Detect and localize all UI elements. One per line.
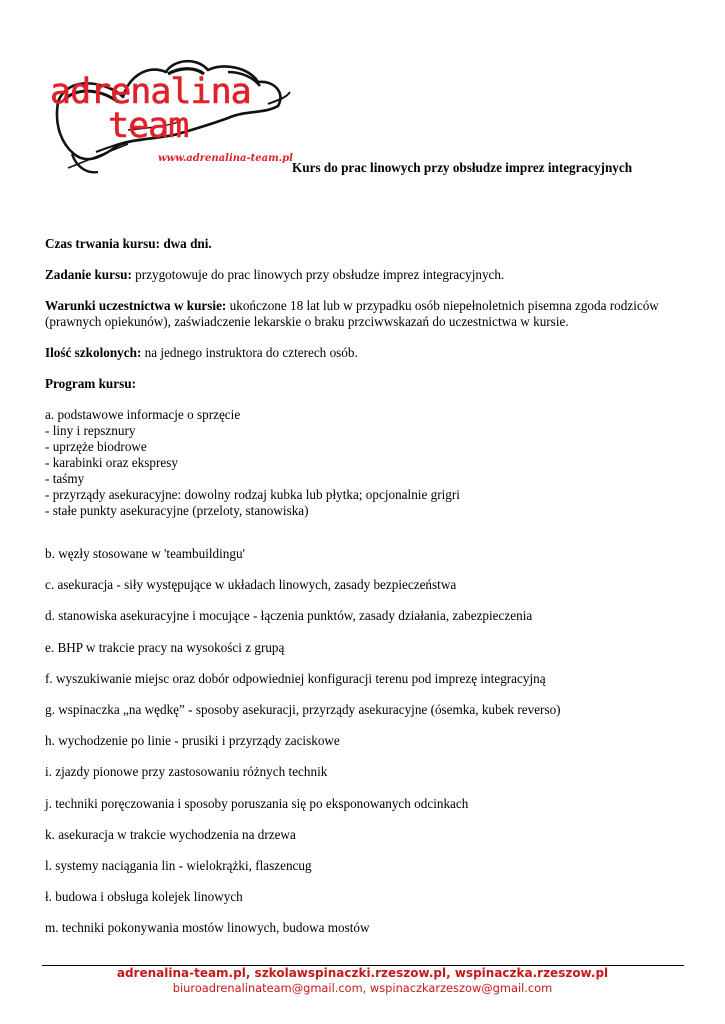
course-task xyxy=(45,267,685,283)
participation-conditions-text: ukończone 18 lat lub w przypadku osób niepełnoletnich pisemna zgoda rodziców (prawnych opiekunów), zaświadczenie lekarskie o braku przciwwskazań do uczestnictwa w kursie. xyxy=(45,298,659,329)
logo-wordmark-line1: adrenalina xyxy=(50,72,251,112)
program-item: j. techniki poręczowania i sposoby poruszania się po eksponowanych odcinkach xyxy=(45,795,469,811)
footer-websites[interactable]: adrenalina-team.pl, szkolawspinaczki.rzeszow.pl, wspinaczka.rzeszow.pl xyxy=(116,966,609,980)
program-item: l. systemy naciągania lin - wielokrążki, flaszencug xyxy=(45,857,312,873)
document-title: Kurs do prac linowych przy obsłudze imprez integracyjnych xyxy=(292,160,633,175)
program-item: k. asekuracja w trakcie wychodzenia na drzewa xyxy=(45,826,296,842)
program-item: i. zjazdy pionowe przy zastosowaniu różnych technik xyxy=(45,764,328,780)
equipment-list-item: - stałe punkty asekuracyjne (przeloty, stanowiska) xyxy=(45,503,309,518)
program-item: c. asekuracja - siły występujące w układach linowych, zasady bezpieczeństwa xyxy=(45,577,457,593)
program-item: f. wyszukiwanie miejsc oraz dobór odpowiedniej konfiguracji terenu pod imprezę integracyjną xyxy=(45,670,546,686)
program-item: e. BHP w trakcie pracy na wysokości z grupą xyxy=(45,639,285,655)
course-task-label: Zadanie kursu: xyxy=(45,267,132,282)
logo-website-url: www.adrenalina-team.pl xyxy=(158,153,293,164)
course-content xyxy=(45,236,685,951)
program-heading: Program kursu: xyxy=(45,376,136,391)
participation-conditions xyxy=(45,298,685,330)
equipment-list-item: - taśmy xyxy=(45,471,85,486)
participation-conditions-label: Warunki uczestnictwa w kursie: xyxy=(45,298,227,313)
course-task-text: przygotowuje do prac linowych przy obsłudze imprez integracyjnych. xyxy=(131,267,505,282)
trainees-count xyxy=(45,345,685,361)
equipment-list-item: - liny i repsznury xyxy=(45,423,136,438)
course-duration: Czas trwania kursu: dwa dni. xyxy=(45,236,212,251)
program-item: h. wychodzenie po linie - prusiki i przyrządy zaciskowe xyxy=(45,733,340,749)
logo-wordmark-line2: team xyxy=(108,106,189,146)
trainees-count-label: Ilość szkolonych: xyxy=(45,345,142,360)
equipment-list-item: - przyrządy asekuracyjne: dowolny rodzaj kubka lub płytka; opcjonalnie grigri xyxy=(45,487,460,502)
program-item: ł. budowa i obsługa kolejek linowych xyxy=(45,889,243,905)
footer-emails[interactable]: biuroadrenalinateam@gmail.com, wspinaczkarzeszow@gmail.com xyxy=(172,981,553,995)
program-item-a-heading: a. podstawowe informacje o sprzęcie xyxy=(45,407,241,422)
equipment-list-item: - karabinki oraz ekspresy xyxy=(45,455,178,470)
trainees-count-text: na jednego instruktora do czterech osób. xyxy=(141,345,358,360)
company-logo xyxy=(28,42,298,182)
program-item: d. stanowiska asekuracyjne i mocujące - łączenia punktów, zasady działania, zabezpieczenia xyxy=(45,608,533,624)
program-item: g. wspinaczka „na wędkę” - sposoby asekuracji, przyrządy asekuracyjne (ósemka, kubek reverso) xyxy=(45,701,561,717)
equipment-list-item: - uprzęże biodrowe xyxy=(45,439,147,454)
equipment-section xyxy=(45,407,685,519)
program-item: m. techniki pokonywania mostów linowych, budowa mostów xyxy=(45,920,370,936)
program-item: b. węzły stosowane w 'teambuildingu' xyxy=(45,546,245,561)
